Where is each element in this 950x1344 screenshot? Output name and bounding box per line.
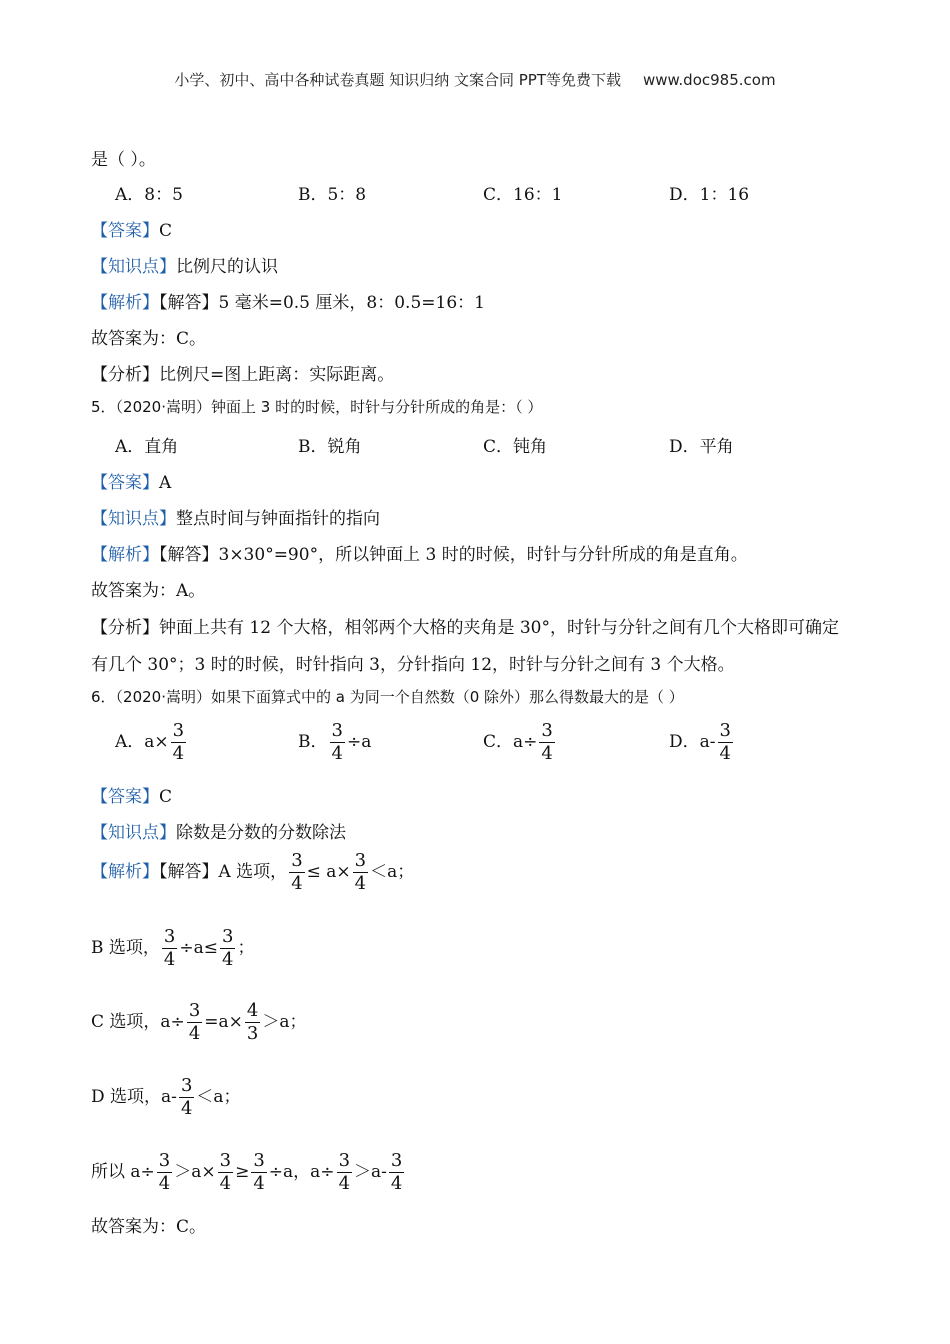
- fraction: $\frac{3}{4}$: [221, 926, 234, 970]
- fraction: $\frac{3}{4}$: [172, 720, 185, 764]
- fraction: $\frac{3}{4}$: [219, 1150, 232, 1194]
- q6-knowledge-point: 【知识点】除数是分数的分数除法: [91, 823, 346, 843]
- q6-analysis-c: C 选项，a÷ $\frac{3}{4}$ =a× $\frac{4}{3}$ ＞a；: [91, 1000, 307, 1044]
- q4-explanation: 【分析】比例尺=图上距离：实际距离。: [91, 365, 395, 385]
- q5-option-d: D．平角: [669, 437, 734, 457]
- q5-option-c: C．钝角: [483, 437, 548, 457]
- fraction: $\frac{3}{4}$: [253, 1150, 265, 1194]
- q6-option-c: C．a÷ $\frac{3}{4}$: [483, 720, 553, 764]
- q4-option-d: D．1：16: [669, 185, 750, 205]
- q5-stem: 5．（2020·嵩明）钟面上 3 时的时候，时针与分针所成的角是：（ ）: [91, 398, 543, 416]
- fraction: $\frac{3}{4}$: [180, 1075, 193, 1119]
- q6-option-a: A．a× $\frac{3}{4}$: [115, 720, 185, 764]
- q4-conclusion: 故答案为：C。: [91, 329, 207, 349]
- fraction: $\frac{3}{4}$: [390, 1150, 403, 1194]
- q5-analysis: 【解析】【解答】3×30°=90°，所以钟面上 3 时的时候，时针与分针所成的角是直角。: [91, 545, 748, 565]
- fraction: $\frac{3}{4}$: [163, 926, 176, 970]
- q6-stem: 6．（2020·嵩明）如果下面算式中的 a 为同一个自然数（0 除外）那么得数最大的是（ ）: [91, 688, 684, 706]
- q5-explanation-line1: 【分析】钟面上共有 12 个大格，相邻两个大格的夹角是 30°，时针与分针之间有几个大格即可确定: [91, 618, 839, 638]
- q6-option-d: D．a- $\frac{3}{4}$: [669, 720, 731, 764]
- q6-conclusion: 故答案为：C。: [91, 1217, 207, 1237]
- q6-analysis-d: D 选项，a- $\frac{3}{4}$ ＜a；: [91, 1075, 241, 1119]
- q5-option-b: B．锐角: [298, 437, 362, 457]
- fraction: $\frac{3}{4}$: [158, 1150, 171, 1194]
- q5-option-a: A．直角: [115, 437, 179, 457]
- q4-analysis: 【解析】【解答】5 毫米=0.5 厘米，8：0.5=16：1: [91, 293, 485, 313]
- fraction: $\frac{3}{4}$: [719, 720, 731, 764]
- page-header: [0, 69, 950, 90]
- q5-conclusion: 故答案为：A。: [91, 581, 206, 601]
- q5-knowledge-point: 【知识点】整点时间与钟面指针的指向: [91, 509, 380, 529]
- q4-option-b: B．5：8: [298, 185, 367, 205]
- q4-stem-tail: 是（ ）。: [91, 150, 156, 170]
- fraction: $\frac{3}{4}$: [188, 1000, 201, 1044]
- fraction: $\frac{3}{4}$: [338, 1150, 351, 1194]
- fraction: $\frac{3}{4}$: [291, 850, 303, 894]
- q6-answer: 【答案】C: [91, 787, 173, 807]
- header-text: 小学、初中、高中各种试卷真题 知识归纳 文案合同 PPT等免费下载: [174, 71, 621, 89]
- q5-explanation-line2: 有几个 30°；3 时的时候，时针指向 3，分针指向 12，时针与分针之间有 3 个大格。: [91, 655, 735, 675]
- q4-option-c: C．16：1: [483, 185, 563, 205]
- header-site[interactable]: www.doc985.com: [642, 71, 776, 89]
- q6-option-b: B． $\frac{3}{4}$ ÷a: [298, 720, 372, 764]
- q6-analysis-a: 【解析】【解答】A 选项， $\frac{3}{4}$ ≤ a× $\frac{3}{4}$ ＜a；: [91, 850, 415, 894]
- q4-option-a: A．8：5: [115, 185, 183, 205]
- fraction: $\frac{3}{4}$: [354, 850, 367, 894]
- fraction: $\frac{3}{4}$: [541, 720, 553, 764]
- answer-tag: 【答案】: [91, 221, 159, 241]
- q6-summary: 所以 a÷ $\frac{3}{4}$ ＞a× $\frac{3}{4}$ ≥ $\frac{3}{4}$ ÷a，a÷ $\frac{3}{4}$ ＞a- $\frac{3}{4}$: [91, 1150, 403, 1194]
- fraction: $\frac{3}{4}$: [331, 720, 343, 764]
- q4-knowledge-point: 【知识点】比例尺的认识: [91, 257, 278, 277]
- q6-analysis-b: B 选项， $\frac{3}{4}$ ÷a≤ $\frac{3}{4}$ ；: [91, 926, 255, 970]
- knowledge-tag: 【知识点】: [91, 257, 176, 277]
- analysis-tag: 【解析】: [91, 293, 159, 313]
- fraction: $\frac{4}{3}$: [246, 1000, 259, 1044]
- q5-answer: 【答案】A: [91, 473, 172, 493]
- q4-answer: 【答案】C: [91, 221, 173, 241]
